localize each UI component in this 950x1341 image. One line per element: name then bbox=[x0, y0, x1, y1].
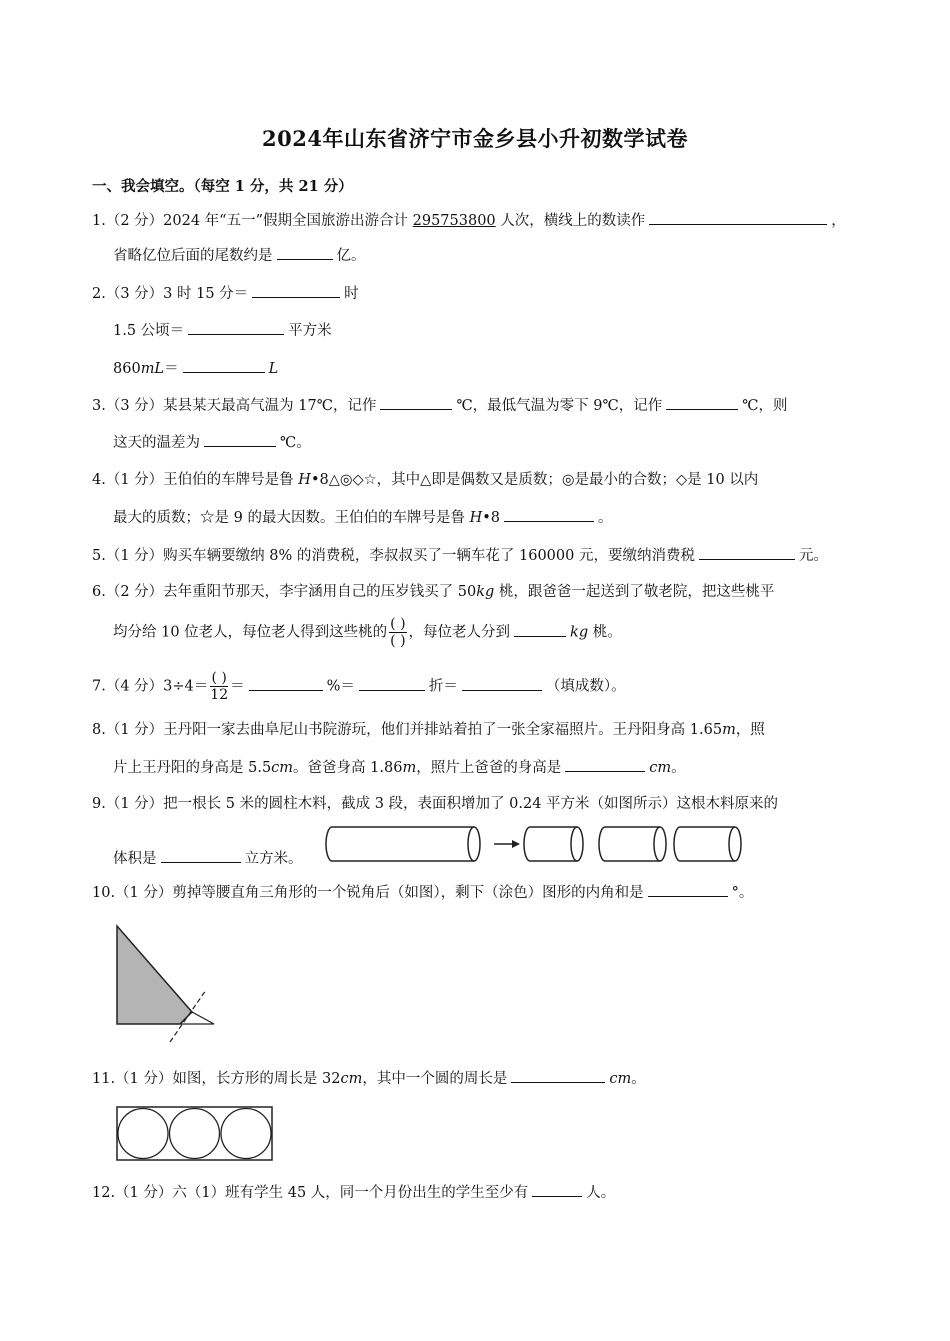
fraction: $\frac{( )}{12}$ bbox=[210, 670, 229, 703]
question-1-cont: 省略亿位后面的尾数约是 亿。 bbox=[113, 245, 366, 266]
answer-blank[interactable] bbox=[532, 1182, 582, 1197]
question-2: 2.（3 分）3 时 15 分＝ 时 bbox=[92, 283, 359, 304]
answer-blank[interactable] bbox=[511, 1068, 605, 1083]
question-2-line3: 860mL＝ L bbox=[113, 358, 278, 379]
cylinder-cut-figure bbox=[322, 822, 750, 868]
rectangle-circles-figure bbox=[114, 1104, 276, 1164]
question-6: 6.（2 分）去年重阳节那天，李宇涵用自己的压岁钱买了 50kg 桃，跟爸爸一起送到了敬老院，把这些桃平 bbox=[92, 584, 775, 600]
question-10: 10.（1 分）剪掉等腰直角三角形的一个锐角后（如图），剩下（涂色）图形的内角和是 °。 bbox=[92, 882, 753, 903]
question-3: 3.（3 分）某县某天最高气温为 17℃，记作 ℃，最低气温为零下 9℃，记作 ℃，则 bbox=[92, 395, 787, 416]
answer-blank[interactable] bbox=[649, 210, 827, 225]
question-8: 8.（1 分）王丹阳一家去曲阜尼山书院游玩，他们并排站着拍了一张全家福照片。王丹阳身高 1.65m，照 bbox=[92, 722, 765, 738]
answer-blank[interactable] bbox=[188, 320, 284, 335]
question-9: 9.（1 分）把一根长 5 米的圆柱木料，截成 3 段，表面积增加了 0.24 平方米（如图所示）这根木料原来的 bbox=[92, 796, 779, 812]
question-1: 1.（2 分）2024 年“五一”假期全国旅游出游合计 295753800 人次，横线上的数读作 ， bbox=[92, 210, 846, 231]
question-11: 11.（1 分）如图，长方形的周长是 32cm，其中一个圆的周长是 cm。 bbox=[92, 1068, 646, 1089]
answer-blank[interactable] bbox=[462, 676, 542, 691]
fraction: $\frac{( )}{( )}$ bbox=[390, 616, 406, 649]
answer-blank[interactable] bbox=[249, 676, 323, 691]
underlined-number: 295753800 bbox=[412, 213, 496, 229]
question-5: 5.（1 分）购买车辆要缴纳 8% 的消费税，李叔叔买了一辆车花了 160000 元，要缴纳消费税 元。 bbox=[92, 545, 828, 566]
answer-blank[interactable] bbox=[514, 622, 566, 637]
answer-blank[interactable] bbox=[252, 283, 340, 298]
section-heading: 一、我会填空。（每空 1 分，共 21 分） bbox=[92, 178, 353, 195]
question-2-line2: 1.5 公顷＝ 平方米 bbox=[113, 320, 332, 341]
page-title: 2024年山东省济宁市金乡县小升初数学试卷 bbox=[262, 126, 688, 151]
question-9-cont: 体积是 立方米。 bbox=[113, 848, 303, 869]
triangle-figure bbox=[112, 922, 224, 1044]
answer-blank[interactable] bbox=[565, 757, 645, 772]
question-6-cont: 均分给 10 位老人，每位老人得到这些桃的 $\frac{( )}{( )}$ ，每位老人分到 kg 桃。 bbox=[113, 616, 622, 649]
answer-blank[interactable] bbox=[666, 395, 738, 410]
answer-blank[interactable] bbox=[359, 676, 425, 691]
answer-blank[interactable] bbox=[183, 358, 265, 373]
question-4: 4.（1 分）王伯伯的车牌号是鲁 H•8△◎◇☆，其中△即是偶数又是质数；◎是最小的合数；◇是 10 以内 bbox=[92, 472, 759, 488]
question-12: 12.（1 分）六（1）班有学生 45 人，同一个月份出生的学生至少有 人。 bbox=[92, 1182, 615, 1203]
question-3-cont: 这天的温差为 ℃。 bbox=[113, 432, 311, 453]
answer-blank[interactable] bbox=[204, 432, 276, 447]
answer-blank[interactable] bbox=[277, 245, 333, 260]
question-7: 7.（4 分）3÷4＝ $\frac{( )}{12}$ ＝ %＝ 折＝ （填成数）。 bbox=[92, 670, 626, 703]
question-4-cont: 最大的质数；☆是 9 的最大因数。王伯伯的车牌号是鲁 H•8 。 bbox=[113, 507, 613, 528]
answer-blank[interactable] bbox=[648, 882, 728, 897]
answer-blank[interactable] bbox=[699, 545, 795, 560]
answer-blank[interactable] bbox=[380, 395, 452, 410]
answer-blank[interactable] bbox=[504, 507, 594, 522]
question-8-cont: 片上王丹阳的身高是 5.5cm。爸爸身高 1.86m，照片上爸爸的身高是 cm。 bbox=[113, 757, 686, 778]
answer-blank[interactable] bbox=[161, 848, 241, 863]
